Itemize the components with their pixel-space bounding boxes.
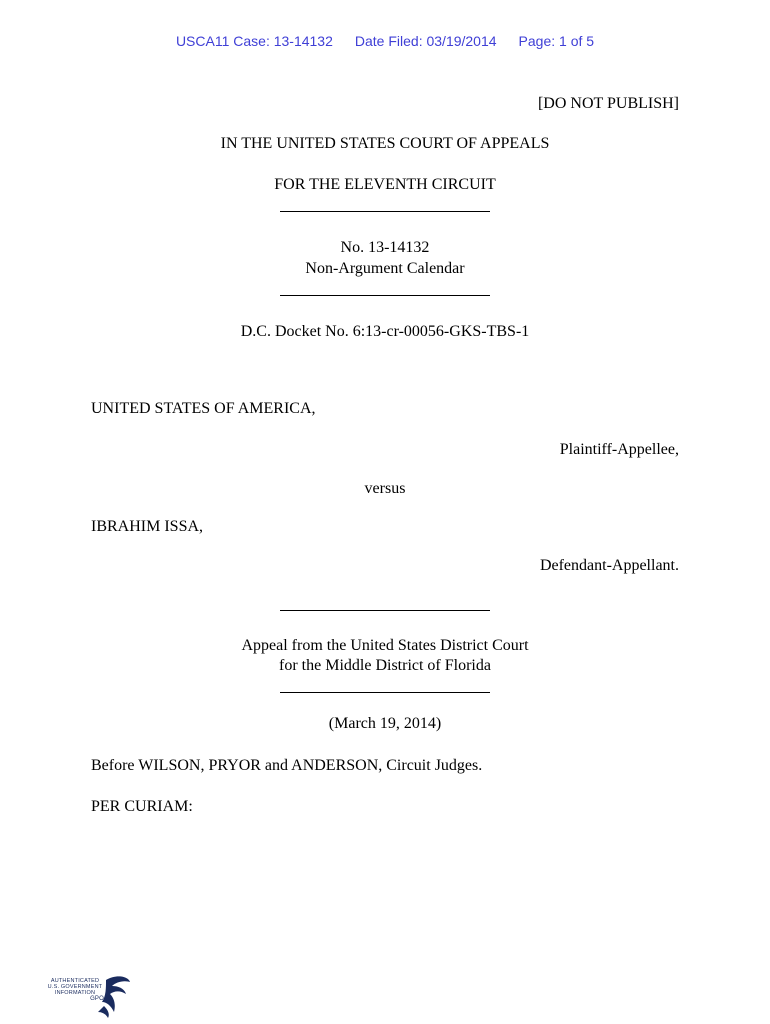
per-curiam-heading: PER CURIAM: (91, 798, 193, 815)
plaintiff-role: Plaintiff-Appellee, (559, 441, 679, 458)
eagle-icon (44, 972, 134, 1018)
divider-rule (280, 211, 490, 212)
defendant-role: Defendant-Appellant. (539, 557, 679, 574)
date-filed-stamp: Date Filed: 03/19/2014 (354, 33, 497, 49)
divider-rule (280, 295, 490, 296)
case-header-stamp (0, 33, 770, 49)
case-number: No. 13-14132 (340, 239, 430, 256)
appeal-line2: for the Middle District of Florida (279, 657, 491, 674)
court-name-line2: FOR THE ELEVENTH CIRCUIT (274, 176, 496, 193)
gpo-authentication-logo (44, 972, 134, 1018)
page-count-stamp: Page: 1 of 5 (518, 33, 595, 49)
appeal-line1: Appeal from the United States District Court (241, 637, 529, 654)
publish-note: [DO NOT PUBLISH] (537, 95, 679, 112)
divider-rule (280, 692, 490, 693)
court-name-line1: IN THE UNITED STATES COURT OF APPEALS (220, 135, 550, 152)
decision-date: (March 19, 2014) (328, 715, 442, 732)
plaintiff-name: UNITED STATES OF AMERICA, (91, 400, 316, 417)
judges-panel: Before WILSON, PRYOR and ANDERSON, Circuit Judges. (91, 757, 483, 774)
divider-rule (280, 610, 490, 611)
case-number-stamp: USCA11 Case: 13-14132 (175, 33, 333, 49)
gpo-logo-text: AUTHENTICATED U.S. GOVERNMENT INFORMATION GPO (47, 978, 104, 1002)
versus-label: versus (364, 480, 406, 497)
docket-number: D.C. Docket No. 6:13-cr-00056-GKS-TBS-1 (240, 323, 530, 340)
defendant-name: IBRAHIM ISSA, (91, 518, 204, 535)
calendar-type: Non-Argument Calendar (305, 260, 465, 277)
